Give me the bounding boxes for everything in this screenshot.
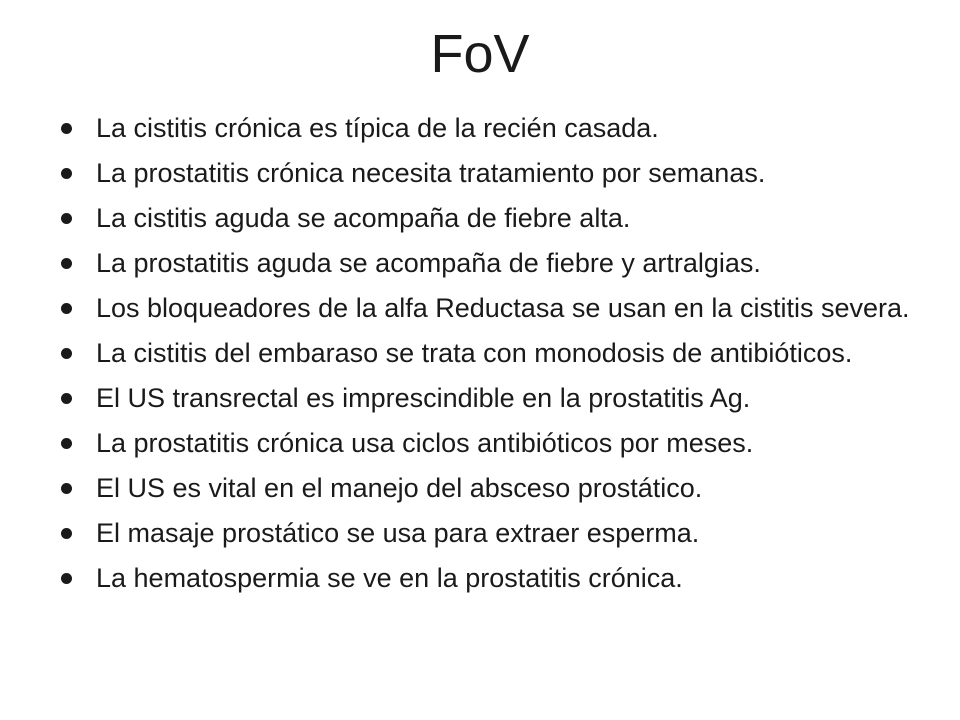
bullet-text: El US transrectal es imprescindible en la prostatitis Ag. bbox=[96, 383, 751, 413]
bullet-item bbox=[56, 558, 936, 598]
bullet-item bbox=[56, 153, 936, 193]
bullet-text: La cistitis del embaraso se trata con monodosis de antibióticos. bbox=[96, 338, 853, 368]
bullet-text: La hematospermia se ve en la prostatitis crónica. bbox=[96, 563, 683, 593]
bullet-icon bbox=[61, 348, 72, 359]
bullet-icon bbox=[61, 168, 72, 179]
bullet-item bbox=[56, 468, 936, 508]
bullet-text: El masaje prostático se usa para extraer esperma. bbox=[96, 518, 700, 548]
bullet-icon bbox=[61, 213, 72, 224]
bullet-text: La prostatitis crónica usa ciclos antibióticos por meses. bbox=[96, 428, 754, 458]
bullet-item bbox=[56, 423, 936, 463]
bullet-item bbox=[56, 513, 936, 553]
bullet-icon bbox=[61, 483, 72, 494]
bullet-item bbox=[56, 198, 936, 238]
bullet-icon bbox=[61, 573, 72, 584]
slide-title: FoV bbox=[430, 24, 530, 84]
bullet-icon bbox=[61, 258, 72, 269]
bullet-text: La cistitis aguda se acompaña de fiebre alta. bbox=[96, 203, 631, 233]
bullet-item bbox=[56, 333, 936, 373]
bullet-item bbox=[56, 288, 936, 328]
bullet-icon bbox=[61, 528, 72, 539]
bullet-item bbox=[56, 243, 936, 283]
bullet-text: La prostatitis aguda se acompaña de fiebre y artralgias. bbox=[96, 248, 761, 278]
bullet-list bbox=[56, 108, 936, 603]
bullet-item bbox=[56, 378, 936, 418]
bullet-icon bbox=[61, 393, 72, 404]
bullet-text: La prostatitis crónica necesita tratamiento por semanas. bbox=[96, 158, 766, 188]
bullet-icon bbox=[61, 438, 72, 449]
bullet-text: El US es vital en el manejo del absceso prostático. bbox=[96, 473, 703, 503]
bullet-icon bbox=[61, 123, 72, 134]
bullet-item bbox=[56, 108, 936, 148]
bullet-text: Los bloqueadores de la alfa Reductasa se usan en la cistitis severa. bbox=[96, 293, 910, 323]
bullet-text: La cistitis crónica es típica de la recién casada. bbox=[96, 113, 659, 143]
bullet-icon bbox=[61, 303, 72, 314]
